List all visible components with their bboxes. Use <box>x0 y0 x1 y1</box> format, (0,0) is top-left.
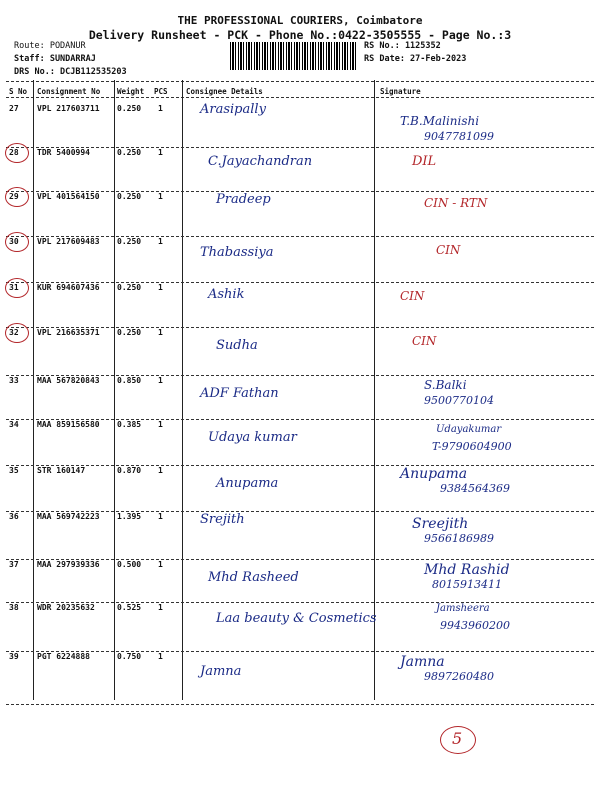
weight-value: 0.500 <box>117 560 142 569</box>
consignee-name: Mhd Rasheed <box>208 570 299 585</box>
phone-number: 9943960200 <box>440 619 510 632</box>
row-separator <box>6 704 594 705</box>
barcode <box>230 42 358 70</box>
serial-number: 39 <box>9 652 19 661</box>
pcs-value: 1 <box>158 652 163 661</box>
pcs-value: 1 <box>158 148 163 157</box>
signature: Jamna <box>400 654 445 670</box>
serial-number: 27 <box>9 104 19 113</box>
company-name: THE PROFESSIONAL COURIERS, Coimbatore <box>177 14 423 27</box>
weight-value: 0.850 <box>117 376 142 385</box>
route-label: Route: PODANUR <box>14 41 86 51</box>
serial-number: 29 <box>9 192 19 201</box>
consignee-name: Pradeep <box>216 192 271 207</box>
consignment-number: PGT 6224888 <box>37 652 90 661</box>
weight-value: 0.385 <box>117 420 142 429</box>
serial-number: 30 <box>9 237 19 246</box>
serial-number: 35 <box>9 466 19 475</box>
weight-value: 0.250 <box>117 328 142 337</box>
row-separator <box>6 651 594 652</box>
column-header-consignee: Consignee Details <box>186 87 263 96</box>
phone-number: 9566186989 <box>424 532 494 545</box>
staff-label: Staff: SUNDARRAJ <box>14 54 96 64</box>
consignee-name: Jamna <box>200 664 242 679</box>
weight-value: 0.870 <box>117 466 142 475</box>
signature: Mhd Rashid <box>424 562 510 578</box>
phone-number: 9500770104 <box>424 394 494 407</box>
consignee-name: C.Jayachandran <box>208 154 313 169</box>
signature: DIL <box>412 154 437 169</box>
row-separator <box>6 465 594 466</box>
rs-date: RS Date: 27-Feb-2023 <box>364 54 467 64</box>
drs-number: DRS No.: DCJB112535203 <box>14 67 127 77</box>
column-header-pcs: PCS <box>154 87 168 96</box>
serial-number: 32 <box>9 328 19 337</box>
pcs-value: 1 <box>158 376 163 385</box>
column-header-consignment: Consignment No <box>37 87 101 96</box>
column-header-signature: Signature <box>380 87 421 96</box>
column-divider <box>182 80 183 700</box>
signature: CIN <box>400 289 425 303</box>
column-divider <box>114 80 115 700</box>
phone-number: 9047781099 <box>424 130 494 143</box>
phone-number: 8015913411 <box>432 578 502 591</box>
column-header-sno: S No <box>9 87 28 96</box>
consignee-name: Udaya kumar <box>208 430 297 445</box>
consignment-number: MAA 297939336 <box>37 560 100 569</box>
weight-value: 0.250 <box>117 283 142 292</box>
consignment-number: TDR 5400994 <box>37 148 90 157</box>
consignee-name: Laa beauty & Cosmetics <box>216 611 377 626</box>
consignment-number: VPL 217609483 <box>37 237 100 246</box>
weight-value: 0.250 <box>117 237 142 246</box>
rs-number: RS No.: 1125352 <box>364 41 441 51</box>
phone-number: 9384564369 <box>440 482 510 495</box>
signature: CIN - RTN <box>424 196 488 210</box>
weight-value: 0.525 <box>117 603 142 612</box>
handwritten-circle <box>5 323 29 343</box>
pcs-value: 1 <box>158 328 163 337</box>
consignment-number: WDR 20235632 <box>37 603 95 612</box>
serial-number: 33 <box>9 376 19 385</box>
phone-number: 9897260480 <box>424 670 494 683</box>
weight-value: 0.250 <box>117 192 142 201</box>
pcs-value: 1 <box>158 512 163 521</box>
consignment-number: VPL 401564150 <box>37 192 100 201</box>
consignment-number: MAA 567820843 <box>37 376 100 385</box>
consignee-name: Sudha <box>216 338 258 353</box>
consignment-number: MAA 859156580 <box>37 420 100 429</box>
header-rule <box>6 81 594 82</box>
signature: T.B.Malinishi <box>400 114 480 128</box>
serial-number: 38 <box>9 603 19 612</box>
weight-value: 1.395 <box>117 512 142 521</box>
consignment-number: STR 160147 <box>37 466 86 475</box>
serial-number: 34 <box>9 420 19 429</box>
consignee-name: Thabassiya <box>200 245 274 260</box>
pcs-value: 1 <box>158 283 163 292</box>
pcs-value: 1 <box>158 560 163 569</box>
handwritten-circle <box>5 278 29 298</box>
page-mark: 5 <box>452 729 463 748</box>
phone-number: T-9790604900 <box>432 440 512 453</box>
consignee-name: Ashik <box>208 287 245 302</box>
signature: CIN <box>412 334 437 348</box>
weight-value: 0.250 <box>117 148 142 157</box>
column-header-weight: Weight <box>117 87 145 96</box>
serial-number: 28 <box>9 148 19 157</box>
handwritten-circle <box>5 187 29 207</box>
consignee-name: Anupama <box>216 476 279 491</box>
serial-number: 36 <box>9 512 19 521</box>
consignee-name: ADF Fathan <box>200 386 279 401</box>
consignment-number: MAA 569742223 <box>37 512 100 521</box>
signature: Anupama <box>400 466 468 482</box>
weight-value: 0.750 <box>117 652 142 661</box>
column-divider <box>374 80 375 700</box>
handwritten-circle <box>5 143 29 163</box>
pcs-value: 1 <box>158 420 163 429</box>
header-rule-bottom <box>6 97 594 98</box>
pcs-value: 1 <box>158 603 163 612</box>
consignee-name: Arasipally <box>200 102 266 117</box>
consignment-number: VPL 216635371 <box>37 328 100 337</box>
signature: Udayakumar <box>436 424 502 435</box>
signature: S.Balki <box>424 378 467 392</box>
serial-number: 31 <box>9 283 19 292</box>
consignee-name: Srejith <box>200 512 245 527</box>
serial-number: 37 <box>9 560 19 569</box>
row-separator <box>6 147 594 148</box>
consignment-number: KUR 694607436 <box>37 283 100 292</box>
consignment-number: VPL 217603711 <box>37 104 100 113</box>
runsheet-title: Delivery Runsheet - PCK - Phone No.:0422-3505555 - Page No.:3 <box>88 28 512 42</box>
pcs-value: 1 <box>158 104 163 113</box>
handwritten-circle <box>5 232 29 252</box>
signature: Sreejith <box>412 516 469 532</box>
weight-value: 0.250 <box>117 104 142 113</box>
pcs-value: 1 <box>158 192 163 201</box>
signature: Jamsheera <box>436 603 490 614</box>
pcs-value: 1 <box>158 466 163 475</box>
column-divider <box>33 80 34 700</box>
signature: CIN <box>436 243 461 257</box>
pcs-value: 1 <box>158 237 163 246</box>
